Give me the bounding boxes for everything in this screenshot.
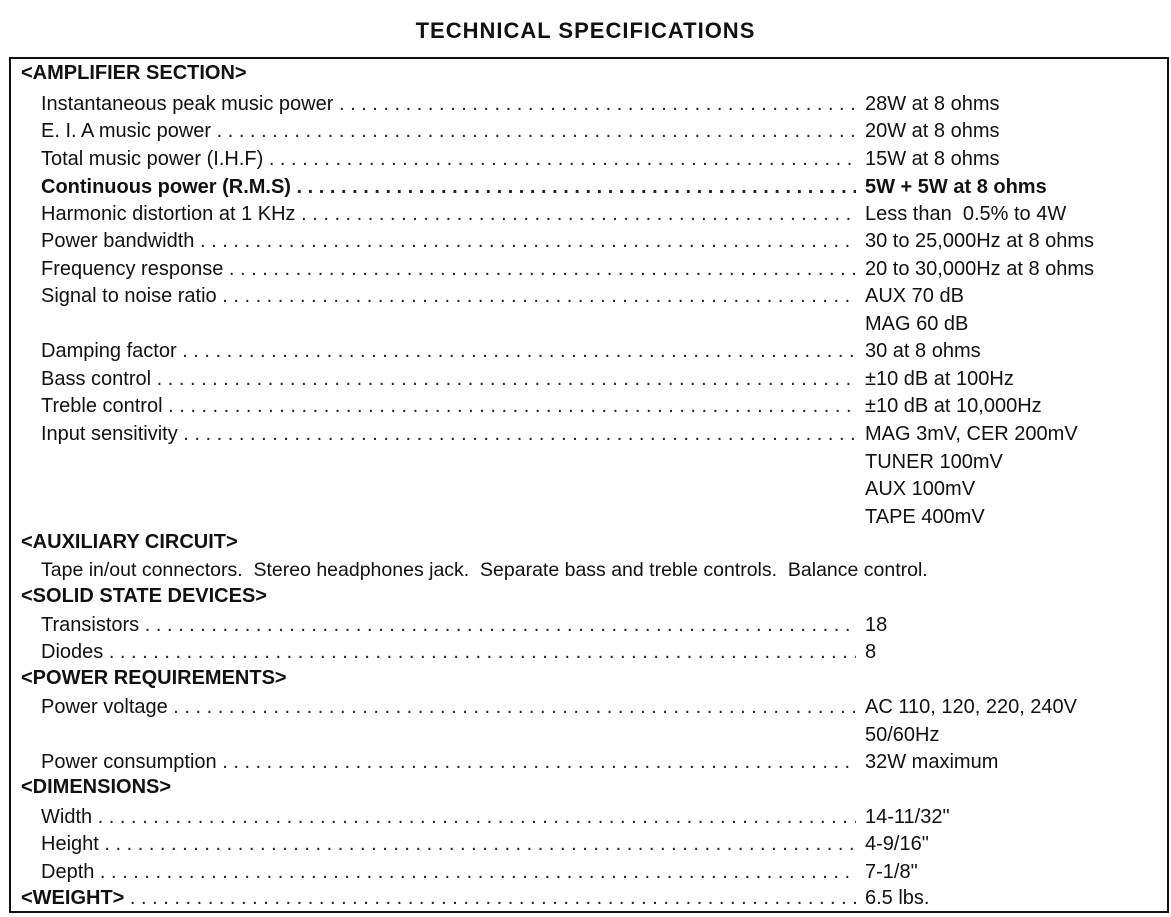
spec-label: Transistors . . .: [41, 612, 856, 639]
spec-label: Power consumption . . .: [41, 749, 856, 776]
spec-value: 8: [865, 641, 877, 663]
spec-value: Less than 0.5% to 4W: [865, 203, 1067, 225]
spec-row: [11, 804, 1167, 831]
spec-row: [11, 283, 1167, 310]
auxiliary-text: Tape in/out connectors. Stereo headphones jack. Separate bass and treble controls. Balance control.: [41, 559, 928, 581]
spec-label: Treble control . . .: [41, 393, 856, 420]
spec-value: ±10 dB at 10,000Hz: [865, 395, 1042, 417]
spec-row-continued: [11, 504, 1167, 531]
spec-box: [9, 57, 1169, 913]
spec-label: Instantaneous peak music power . . .: [41, 91, 856, 118]
weight-value: 6.5 lbs.: [865, 887, 930, 909]
spec-value: 7-1/8": [865, 861, 918, 883]
spec-row: [11, 91, 1167, 118]
spec-label: Frequency response . . .: [41, 256, 856, 283]
spec-row: [11, 749, 1167, 776]
spec-value: MAG 60 dB: [865, 313, 969, 335]
spec-value: 50/60Hz: [865, 724, 940, 746]
spec-row: [11, 393, 1167, 420]
spec-label: E. I. A music power . . .: [41, 118, 856, 145]
spec-label: Width . . .: [41, 804, 856, 831]
spec-value: AC 110, 120, 220, 240V: [865, 696, 1078, 718]
spec-value: 30 at 8 ohms: [865, 340, 981, 362]
spec-value: 18: [865, 614, 888, 636]
spec-value: TUNER 100mV: [865, 451, 1003, 473]
spec-value: ±10 dB at 100Hz: [865, 368, 1014, 390]
page-title: TECHNICAL SPECIFICATIONS: [415, 18, 756, 43]
spec-value: 28W at 8 ohms: [865, 93, 1000, 115]
spec-value: 5W + 5W at 8 ohms: [865, 176, 1047, 198]
spec-label: Continuous power (R.M.S) . . .: [41, 174, 856, 201]
spec-row-continued: [11, 311, 1167, 338]
spec-row: [11, 174, 1167, 201]
weight-heading: <WEIGHT> . . .: [21, 885, 856, 912]
spec-value: 32W maximum: [865, 751, 999, 773]
spec-value: 4-9/16": [865, 833, 929, 855]
spec-label: Damping factor . . .: [41, 338, 856, 365]
spec-value: 15W at 8 ohms: [865, 148, 1000, 170]
spec-label: Input sensitivity . . .: [41, 421, 856, 448]
spec-label: Power voltage . . .: [41, 694, 856, 721]
power-heading: <POWER REQUIREMENTS>: [21, 667, 287, 689]
spec-row: [11, 338, 1167, 365]
spec-row: [11, 228, 1167, 255]
spec-value: 20W at 8 ohms: [865, 120, 1000, 142]
spec-row: [11, 859, 1167, 886]
spec-row: [11, 421, 1167, 448]
spec-value: AUX 70 dB: [865, 285, 964, 307]
spec-row: [11, 694, 1167, 721]
spec-row-continued: [11, 449, 1167, 476]
spec-row: [11, 118, 1167, 145]
auxiliary-heading: <AUXILIARY CIRCUIT>: [21, 531, 238, 553]
spec-label: Signal to noise ratio . . .: [41, 283, 856, 310]
auxiliary-text-row: [11, 557, 1167, 584]
spec-value: 14-11/32": [865, 806, 950, 828]
spec-value: 30 to 25,000Hz at 8 ohms: [865, 230, 1095, 252]
spec-value: MAG 3mV, CER 200mV: [865, 423, 1078, 445]
spec-row: [11, 612, 1167, 639]
spec-value: 20 to 30,000Hz at 8 ohms: [865, 258, 1095, 280]
spec-label: Total music power (I.H.F) . . .: [41, 146, 856, 173]
spec-label: Power bandwidth . . .: [41, 228, 856, 255]
spec-label: Harmonic distortion at 1 KHz . . .: [41, 201, 856, 228]
dimensions-heading: <DIMENSIONS>: [21, 776, 172, 798]
spec-row: [11, 639, 1167, 666]
spec-row: [11, 256, 1167, 283]
spec-label: Bass control . . .: [41, 366, 856, 393]
spec-row-continued: [11, 722, 1167, 749]
solid-state-heading: <SOLID STATE DEVICES>: [21, 585, 267, 607]
spec-value: TAPE 400mV: [865, 506, 985, 528]
spec-row: [11, 201, 1167, 228]
spec-row-continued: [11, 476, 1167, 503]
spec-value: AUX 100mV: [865, 478, 976, 500]
spec-row: [11, 831, 1167, 858]
spec-row: [11, 146, 1167, 173]
spec-label: Diodes . . .: [41, 639, 856, 666]
spec-label: Height . . .: [41, 831, 856, 858]
spec-label: Depth . . .: [41, 859, 856, 886]
spec-row: [11, 366, 1167, 393]
weight-row: [11, 885, 1167, 912]
amplifier-heading: <AMPLIFIER SECTION>: [21, 62, 247, 84]
